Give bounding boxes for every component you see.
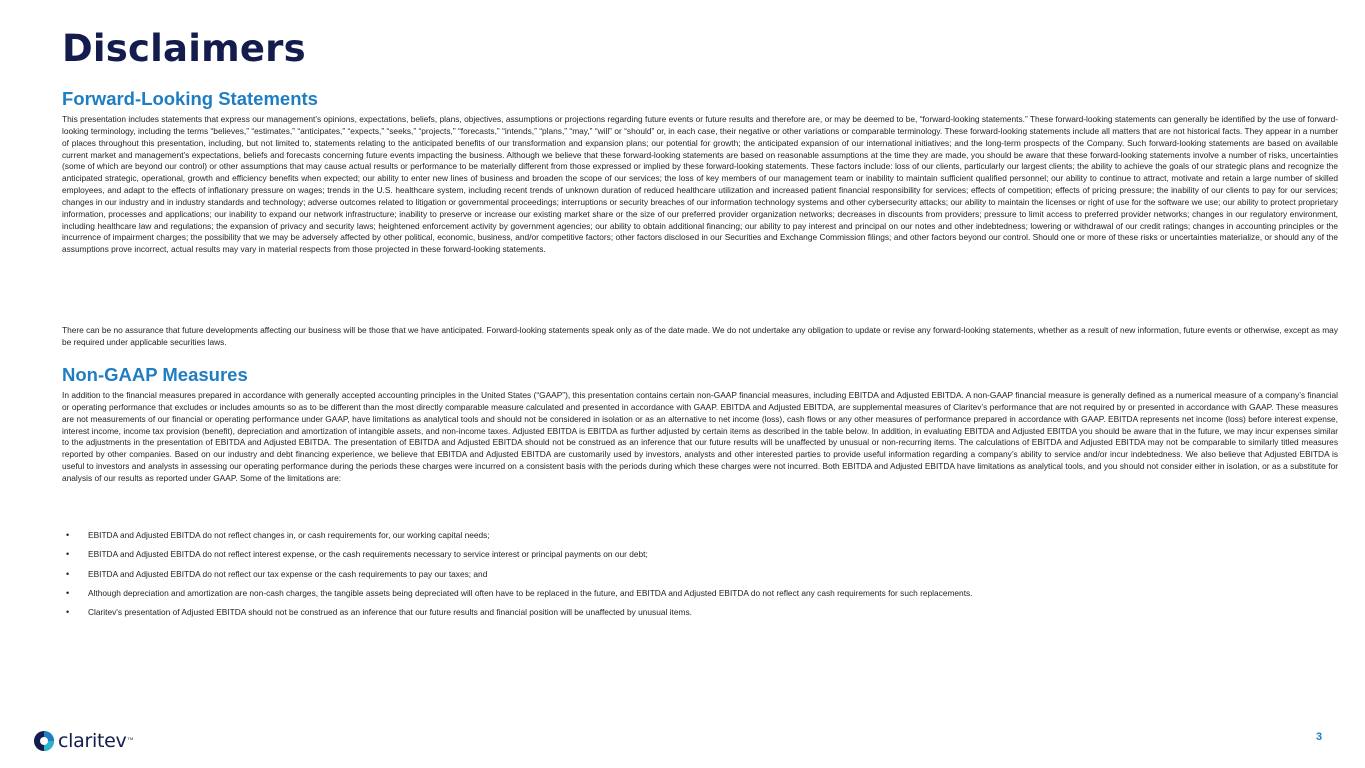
bullet-icon: • [66,587,70,598]
list-item [66,568,1338,587]
page-title: Disclaimers [62,27,306,70]
list-item [66,606,1338,625]
list-item-text: EBITDA and Adjusted EBITDA do not reflect interest expense, or the cash requirements necessary to service interest or principal payments on our debt; [88,549,648,560]
list-item-text: Claritev's presentation of Adjusted EBITDA should not be construed as an inference that our future results and financial position will be unaffected by unusual items. [88,607,692,618]
list-item [66,548,1338,567]
claritev-logo-icon [33,730,55,752]
bullet-icon: • [66,549,70,560]
list-item-text: Although depreciation and amortization are non-cash charges, the tangible assets being depreciated will often have to be replaced in the future, and EBITDA and Adjusted EBITDA do not reflect any cash requirements for such replacements. [88,587,973,598]
non-gaap-heading: Non-GAAP Measures [62,364,248,385]
non-gaap-paragraph-1: In addition to the financial measures prepared in accordance with generally accepted accounting principles in the United States (“GAAP”), this presentation contains certain non-GAAP financial measures, including EBITDA and Adjusted EBITDA. A non-GAAP financial measure is generally defined as a numerical measure of a company’s financial or operating performance that excludes or includes amounts so as to be different than the most directly comparable measure calculated and presented in accordance with GAAP. EBITDA and Adjusted EBITDA, are supplemental measures of Claritev’s performance that are not required by or presented in accordance with GAAP. These measures are not measurements of our financial or operating performance under GAAP, have limitations as analytical tools and should not be considered in isolation or as an alternative to net income (loss), cash flows or any other measures of performance prepared in accordance with GAAP. EBITDA represents net income (loss) before interest expense, interest income, income tax provision (benefit), depreciation and amortization of intangible assets, and non-income taxes. Adjusted EBITDA is EBITDA as further adjusted by certain items as described in the table below. In addition, in evaluating EBITDA and Adjusted EBITDA you should be aware that in the future, we may incur expenses similar to the adjustments in the presentation of EBITDA and Adjusted EBITDA. The presentation of EBITDA and Adjusted EBITDA should not be construed as an inference that our future results will be unaffected by unusual or non-recurring items. The calculations of EBITDA and Adjusted EBITDA may not be comparable to similarly titled measures reported by other companies. Based on our industry and debt financing experience, we believe that EBITDA and Adjusted EBITDA are customarily used by investors, analysts and other interested parties to provide useful information regarding a company’s ability to service and/or incur indebtedness. We also believe that Adjusted EBITDA is useful to investors and analysts in assessing our operating performance during the periods these charges were incurred on a consistent basis with the periods during which these charges were not incurred. Both EBITDA and Adjusted EBITDA have limitations as analytical tools, and you should not consider either in isolation, or as a substitute for analysis of our results as reported under GAAP. Some of the limitations are: [62,390,1338,483]
list-item [66,529,1338,548]
logo-wordmark: claritev [58,730,127,752]
forward-looking-paragraph-1: This presentation includes statements that express our management’s opinions, expectations, beliefs, plans, objectives, assumptions or projections regarding future events or future results and therefore are, or may be deemed to be, “forward-looking statements.” These forward-looking statements can generally be identified by the use of forward-looking terminology, including the terms “believes,” “estimates,” “anticipates,” “expects,” “seeks,” “projects,” “forecasts,” “intends,” “plans,” “may,” “will” or “should” or, in each case, their negative or other variations or comparable terminology. These forward-looking statements include all matters that are not historical facts. They appear in a number of places throughout this presentation, including, but not limited to, statements relating to the anticipated benefits of our transformation and expansion plans; our potential for growth; the anticipated expansion of our international initiatives; and the long-term prospects of the Company. Such forward-looking statements are based on available current market and management’s expectations, beliefs and forecasts concerning future events impacting the business. Although we believe that these forward-looking statements are based on reasonable assumptions at the time they are made, you should be aware that these forward-looking statements involve a number of risks, uncertainties (some of which are beyond our control) or other assumptions that may cause actual results or performance to be materially different from those expressed or implied by these forward-looking statements. These factors include: loss of our clients, particularly our largest clients; the ability to achieve the goals of our strategic plans and recognize the anticipated strategic, operational, growth and efficiency benefits when expected; our ability to enter new lines of business and broaden the scope of our services; the loss of key members of our management team or inability to maintain sufficient qualified personnel; our ability to continue to attract, motivate and retain a large number of skilled employees, and adapt to the effects of inflationary pressure on wages; trends in the U.S. healthcare system, including recent trends of unknown duration of reduced healthcare utilization and increased patient financial responsibility for services; effects of competition; effects of pricing pressure; the inability of our clients to pay for our services; changes in our industry and in industry standards and technology; adverse outcomes related to litigation or governmental proceedings; interruptions or security breaches of our information technology systems and other cybersecurity attacks; our ability to maintain the licenses or right of use for the software we use; our ability to protect proprietary information, processes and applications; our inability to expand our network infrastructure; inability to preserve or increase our existing market share or the size of our preferred provider organization networks; decreases in discounts from providers; pressure to limit access to preferred provider networks; changes in our regulatory environment, including healthcare law and regulations; the expansion of privacy and security laws; heightened enforcement activity by government agencies; our ability to obtain additional financing; our ability to pay interest and principal on our notes and other indebtedness; lowering or withdrawal of our credit ratings; changes in accounting principles or the incurrence of impairment charges; the possibility that we may be adversely affected by other political, economic, business, and/or competitive factors; other factors disclosed in our Securities and Exchange Commission filings; and other factors beyond our control. Should one or more of these risks or uncertainties materialize, or should any of the assumptions prove incorrect, actual results may vary in material respects from those projected in these forward-looking statements. [62,114,1338,255]
bullet-icon: • [66,568,70,579]
forward-looking-heading: Forward-Looking Statements [62,88,318,109]
forward-looking-paragraph-2: There can be no assurance that future developments affecting our business will be those that we have anticipated. Forward-looking statements speak only as of the date made. We do not undertake any obligation to update or revise any forward-looking statements, whether as a result of new information, future events or otherwise, except as may be required under applicable securities laws. [62,325,1338,347]
bullet-icon: • [66,607,70,618]
list-item-text: EBITDA and Adjusted EBITDA do not reflect changes in, or cash requirements for, our working capital needs; [88,530,490,540]
list-item [66,587,1338,606]
page-number: 3 [1316,731,1323,743]
claritev-logo [33,728,133,754]
logo-trademark: TM [127,736,134,741]
bullet-icon: • [66,530,70,540]
limitations-list [66,529,1338,625]
list-item-text: EBITDA and Adjusted EBITDA do not reflect our tax expense or the cash requirements to pay our taxes; and [88,568,488,579]
